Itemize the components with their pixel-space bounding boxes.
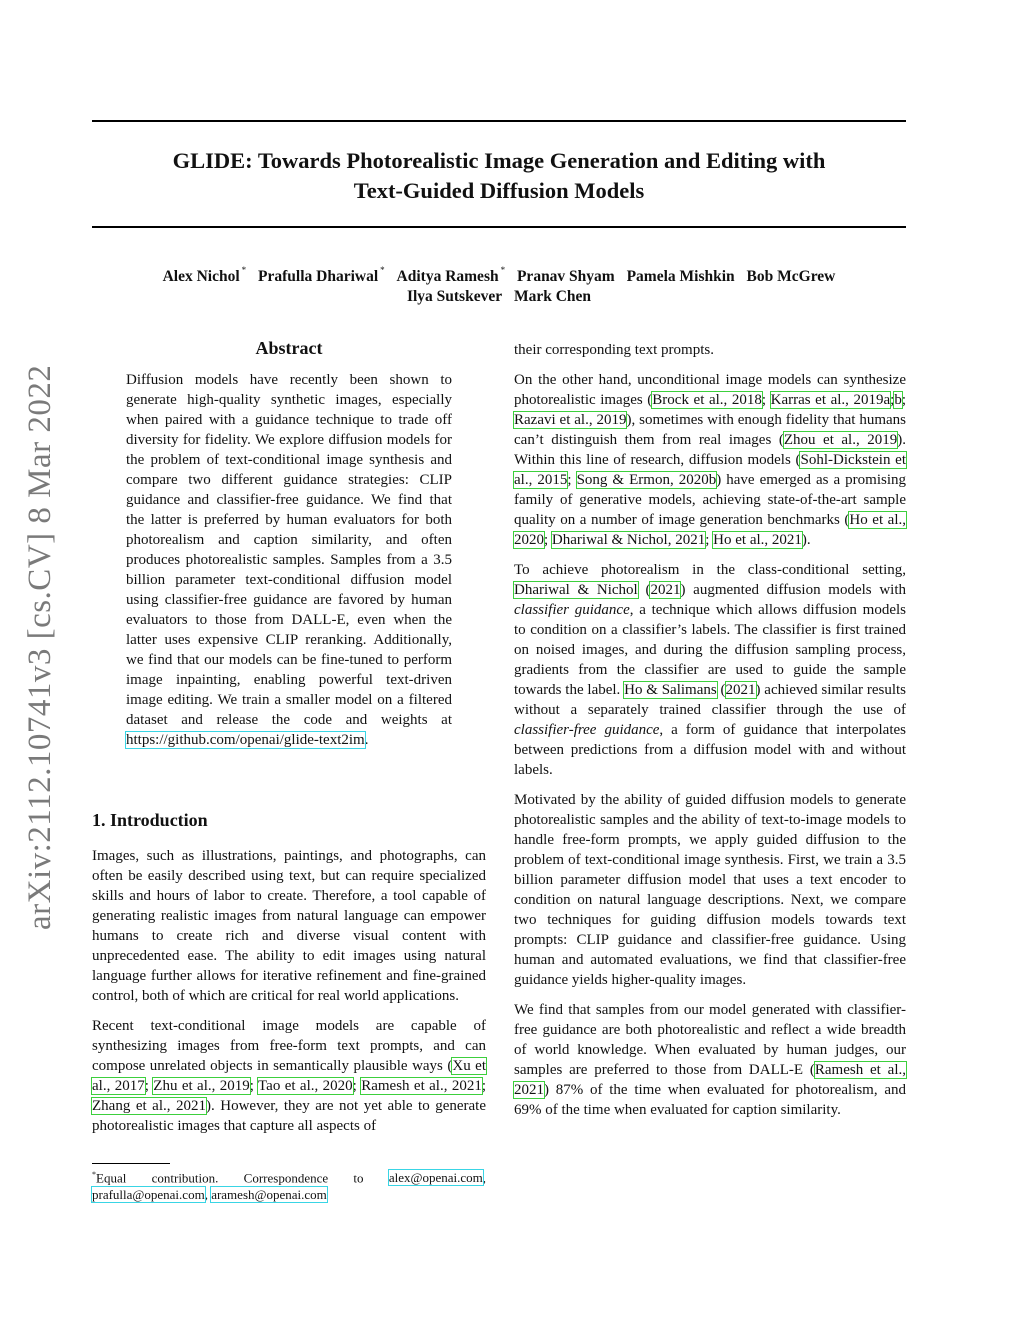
paper-title bbox=[92, 146, 906, 206]
section-heading-introduction: 1. Introduction bbox=[92, 810, 208, 830]
citation-link[interactable]: Tao et al., 2020 bbox=[258, 1078, 353, 1094]
citation-link[interactable]: Xu et al., 2017 bbox=[92, 1058, 486, 1094]
intro-paragraph-1: Images, such as illustrations, paintings, and photographs, can often be easily described using text, but can require specialized skills and hours of labor to create. Therefore, a tool capable of generating realistic images from natural language can empower humans to create rich and diverse visual content with unprecedented ease. The ability to edit images using natural language further allows for iterative refinement and fine-grained control, both of which are critical for real world applications. bbox=[92, 848, 486, 1004]
author: Mark Chen bbox=[513, 288, 592, 306]
author: Pranav Shyam bbox=[516, 268, 615, 286]
citation-link[interactable]: Ho et al., 2021 bbox=[713, 532, 802, 548]
citation-link[interactable]: Ramesh et al., 2021 bbox=[361, 1078, 482, 1094]
citation-link[interactable]: Dhariwal & Nichol, 2021 bbox=[551, 532, 706, 548]
citation-link[interactable]: Karras et al., 2019a bbox=[770, 392, 891, 408]
right-paragraph-3: Motivated by the ability of guided diffusion models to generate photorealistic samples and the ability of text-to-image models to handle free-form prompts, we apply guided diffusion to the problem of text-conditional image synthesis. First, we train a 3.5 billion parameter diffusion model that uses a text encoder to condition on natural language descriptions. Next, we compare two techniques for guiding diffusion models towards text prompts: CLIP guidance and classifier-free guidance. Using human and automated evaluations, we find that classifier-free guidance yields higher-quality images. bbox=[514, 792, 906, 988]
author: Alex Nichol * bbox=[162, 265, 247, 286]
citation-link[interactable]: b bbox=[894, 392, 902, 408]
citation-link[interactable]: 2021 bbox=[725, 682, 756, 698]
author: Bob McGrew bbox=[746, 268, 836, 286]
title-rule-top bbox=[92, 120, 906, 122]
citation-link[interactable]: Razavi et al., 2019 bbox=[514, 412, 627, 428]
citation-link[interactable]: Zhou et al., 2019 bbox=[783, 432, 898, 448]
author-line-1 bbox=[92, 262, 906, 287]
code-link[interactable]: https://github.com/openai/glide-text2im bbox=[126, 732, 365, 748]
title-rule-bottom bbox=[92, 226, 906, 228]
right-paragraph-4: We find that samples from our model generated with classifier-free guidance are both photorealistic and reflect a wide breadth of world knowledge. When evaluated by human judges, our samples are preferred to those from DALL-E (Ramesh et al., 2021) 87% of the time when evaluated for photorealism, and 69% of the time when evaluated for caption similarity. bbox=[514, 1002, 906, 1118]
introduction-right-column bbox=[514, 340, 906, 1130]
right-paragraph-1: On the other hand, unconditional image models can synthesize photorealistic images (Brock et al., 2018; Karras et al., 2019a;b; Razavi et al., 2019), sometimes with enough fidelity that humans can’t distinguish them from real images (Zhou et al., 2019). Within this line of research, diffusion models (Sohl-Dickstein et al., 2015; Song & Ermon, 2020b) have emerged as a promising family of generative models, achieving state-of-the-art sample quality on a number of image generation benchmarks (Ho et al., 2020; Dhariwal & Nichol, 2021; Ho et al., 2021). bbox=[514, 372, 907, 548]
abstract-text: Diffusion models have recently been shown to generate high-quality synthetic images, especially when paired with a guidance technique to trade off diversity for fidelity. We explore diffusion models for the problem of text-conditional image synthesis and compare two different guidance strategies: CLIP guidance and classifier-free guidance. We find that the latter is preferred by human evaluators for both photorealism and caption similarity, and often produces photorealistic samples. Samples from a 3.5 billion parameter text-conditional diffusion model using classifier-free guidance are favored by human evaluators to those from DALL-E, even when the latter uses expensive CLIP reranking. Additionally, we find that our models can be fine-tuned to perform image inpainting, enabling powerful text-driven image editing. We train a smaller model on a filtered dataset and release the code and weights at https://github.com/openai/glide-text2im. bbox=[126, 372, 452, 748]
citation-link[interactable]: 2021 bbox=[650, 582, 681, 598]
introduction-left-column bbox=[92, 846, 486, 1146]
title-line-2: Text-Guided Diffusion Models bbox=[353, 178, 645, 203]
citation-link[interactable]: Ramesh et al., 2021 bbox=[514, 1062, 906, 1098]
citation-link[interactable]: Ho et al., 2020 bbox=[514, 512, 906, 548]
footnote-rule bbox=[92, 1163, 170, 1164]
email-link[interactable]: aramesh@openai.com bbox=[211, 1187, 327, 1203]
citation-link[interactable]: Ho & Salimans bbox=[624, 682, 717, 698]
right-paragraph-2: To achieve photorealism in the class-conditional setting, Dhariwal & Nichol (2021) augmented diffusion models with classifier guidance, a technique which allows diffusion models to condition on a classifier’s labels. The classifier is first trained on noised images, and during the diffusion sampling process, gradients from the classifier are used to guide the sample towards the label. Ho & Salimans (2021) achieved similar results without a separately trained classifier through the use of classifier-free guidance, a form of guidance that interpolates between predictions from a diffusion model with and without labels. bbox=[514, 562, 907, 778]
citation-link[interactable]: Sohl-Dickstein et al., 2015 bbox=[514, 452, 906, 488]
author-list bbox=[92, 262, 906, 307]
citation-link[interactable]: Song & Ermon, 2020b bbox=[576, 472, 717, 488]
author: Pamela Mishkin bbox=[626, 268, 735, 286]
intro-paragraph-2: Recent text-conditional image models are capable of synthesizing images from free-form text prompts, and can compose unrelated objects in semantically plausible ways (Xu et al., 2017; Zhu et al., 2019; Tao et al., 2020; Ramesh et al., 2021; Zhang et al., 2021). However, they are not yet able to generate photorealistic images that capture all aspects of bbox=[92, 1018, 487, 1134]
citation-link[interactable]: Zhu et al., 2019 bbox=[153, 1078, 250, 1094]
abstract-heading: Abstract bbox=[255, 338, 323, 358]
citation-link[interactable]: Dhariwal & Nichol bbox=[514, 582, 638, 598]
author: Prafulla Dhariwal * bbox=[258, 265, 385, 286]
arxiv-identifier: arXiv:2112.10741v3 [cs.CV] 8 Mar 2022 bbox=[22, 364, 58, 930]
author: Aditya Ramesh * bbox=[396, 265, 506, 286]
citation-link[interactable]: Brock et al., 2018 bbox=[652, 392, 762, 408]
author-line-2 bbox=[92, 287, 906, 307]
footnote: *Equal contribution. Correspondence to alex@openai.com, prafulla@openai.com, aramesh@openai.com bbox=[92, 1170, 486, 1203]
email-link[interactable]: prafulla@openai.com bbox=[92, 1187, 205, 1203]
title-line-1: GLIDE: Towards Photorealistic Image Generation and Editing with bbox=[172, 148, 826, 173]
author: Ilya Sutskever bbox=[406, 288, 503, 306]
email-link[interactable]: alex@openai.com bbox=[388, 1170, 483, 1186]
right-paragraph-0: their corresponding text prompts. bbox=[514, 342, 714, 358]
citation-link[interactable]: Zhang et al., 2021 bbox=[92, 1098, 206, 1114]
